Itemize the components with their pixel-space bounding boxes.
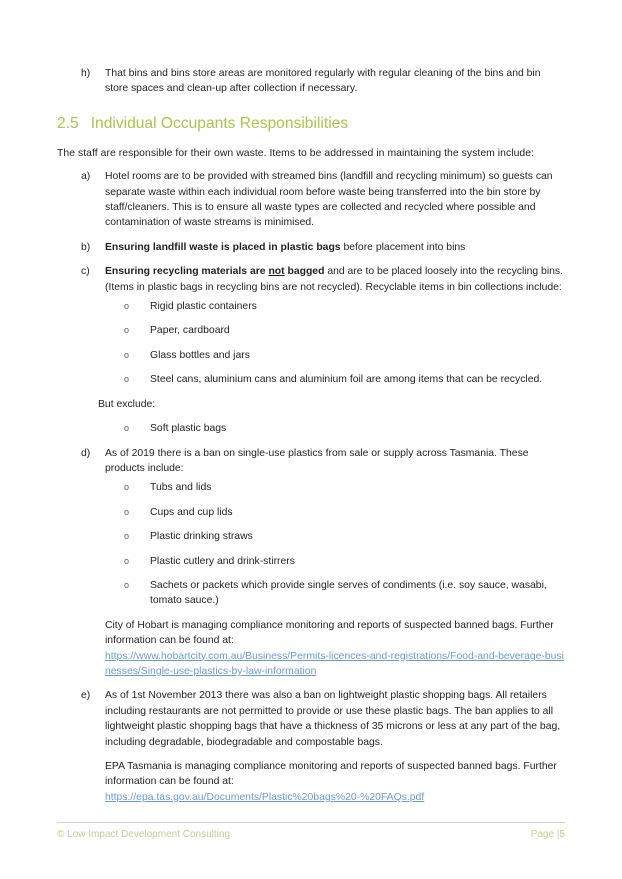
sub-list-item	[57, 372, 565, 387]
sub-list-text: Plastic drinking straws	[150, 531, 253, 543]
list-text-b	[105, 240, 565, 255]
sub-list-item	[57, 578, 565, 609]
sub-list-text: Glass bottles and jars	[150, 349, 250, 361]
sub-list-item	[57, 323, 565, 338]
circle-bullet-icon: o	[124, 482, 130, 493]
list-marker-d: d)	[81, 447, 91, 459]
sub-list-item	[57, 480, 565, 495]
list-text-d: As of 2019 there is a ban on single-use plastics from sale or supply across Tasmania. These products include:	[105, 447, 529, 474]
sub-list-text: Rigid plastic containers	[150, 301, 257, 313]
list-text-c	[105, 264, 565, 295]
list-text-c-rest: and are to be placed loosely into the recycling bins. (Items in plastic bags in recycling bins are not recycled). Recyclable items in bin collections include:	[105, 266, 563, 293]
epa-note-text: EPA Tasmania is managing compliance monitoring and reports of suspected banned bags. Further information can be found at:	[105, 761, 557, 788]
sub-list-item	[57, 348, 565, 363]
page-content	[57, 66, 565, 814]
circle-bullet-icon: o	[124, 555, 130, 566]
sub-list-text: Soft plastic bags	[150, 423, 227, 435]
list-marker-h: h)	[81, 68, 91, 79]
sub-list-item-exclude	[57, 421, 565, 436]
list-item-d	[57, 446, 565, 477]
list-text-b-rest: before placement into bins	[340, 241, 466, 253]
section-title: Individual Occupants Responsibilities	[90, 114, 349, 132]
list-text-c-bold-2: bagged	[284, 266, 325, 278]
footer-divider	[57, 822, 565, 823]
sub-list-item	[57, 505, 565, 520]
epa-tasmania-link[interactable]: https://epa.tas.gov.au/Documents/Plastic%20bags%20-%20FAQs.pdf	[105, 791, 425, 803]
sub-list-text: Tubs and lids	[150, 482, 212, 494]
section-heading	[57, 114, 565, 134]
circle-bullet-icon: o	[124, 531, 130, 542]
sub-list-item	[57, 529, 565, 544]
sub-list-text: Sachets or packets which provide single serves of condiments (i.e. soy sauce, wasabi, tomato sauce.)	[150, 579, 547, 607]
circle-bullet-icon: o	[124, 325, 130, 336]
circle-bullet-icon: o	[124, 423, 130, 434]
list-marker-e: e)	[81, 690, 91, 702]
footer-page-number: Page |5	[530, 829, 565, 840]
epa-note	[57, 759, 565, 805]
hobart-city-link[interactable]: https://www.hobartcity.com.au/Business/Permits-licences-and-registrations/Food-and-beverage-businesses/Single-use-plastics-by-law-information	[105, 650, 564, 677]
list-text-e: As of 1st November 2013 there was also a ban on lightweight plastic shopping bags. All retailers including restaurants are not permitted to provide or use these plastic bags. The ban applies to all lightweight plastic shopping bags that have a thickness of 35 microns or less at any part of the bag, including degradable, biodegradable and compostable bags.	[105, 690, 561, 748]
page-footer	[57, 822, 565, 842]
sub-list-text: Steel cans, aluminium cans and aluminium foil are among items that can be recycled.	[150, 374, 543, 386]
list-text-b-bold: Ensuring landfill waste is placed in plastic bags	[105, 241, 341, 253]
hobart-note	[57, 618, 565, 680]
sub-list-item	[57, 554, 565, 569]
circle-bullet-icon: o	[124, 301, 130, 312]
list-item-e	[57, 688, 565, 750]
sub-list-text: Paper, cardboard	[150, 325, 230, 337]
list-item-c	[57, 264, 565, 295]
list-item-h	[57, 66, 565, 97]
hobart-note-text: City of Hobart is managing compliance monitoring and reports of suspected banned bags. Further information can be found at:	[105, 619, 554, 647]
footer-copyright: © Low Impact Development Consulting	[57, 829, 231, 840]
circle-bullet-icon: o	[124, 349, 130, 360]
but-exclude-label: But exclude:	[98, 398, 156, 410]
list-marker-c: c)	[81, 266, 90, 278]
sub-list-text: Cups and cup lids	[150, 506, 233, 518]
list-text-h: That bins and bins store areas are monitored regularly with regular cleaning of the bins and bin store spaces and clean-up after collection if necessary.	[105, 68, 541, 95]
list-text-c-bold-1: Ensuring recycling materials are	[105, 266, 269, 278]
list-marker-b: b)	[81, 241, 91, 253]
list-item-a	[57, 169, 565, 231]
list-text-c-bold-underlined: not	[268, 266, 285, 278]
list-marker-a: a)	[81, 171, 91, 183]
intro-paragraph: The staff are responsible for their own waste. Items to be addressed in maintaining the system include:	[57, 147, 535, 159]
circle-bullet-icon: o	[124, 374, 130, 385]
sub-list-item	[57, 299, 565, 314]
footer-content	[57, 828, 565, 842]
circle-bullet-icon: o	[124, 579, 130, 590]
list-item-b	[57, 240, 565, 255]
circle-bullet-icon: o	[124, 506, 130, 517]
list-text-a: Hotel rooms are to be provided with streamed bins (landfill and recycling minimum) so guests can separate waste within each individual room before waste being transferred into the bin store by staff/cleaners. This is to ensure all waste types are collected and recycled where possible and contamination of waste streams is minimised.	[105, 171, 553, 229]
section-number: 2.5	[57, 114, 79, 132]
sub-list-text: Plastic cutlery and drink-stirrers	[150, 555, 295, 567]
